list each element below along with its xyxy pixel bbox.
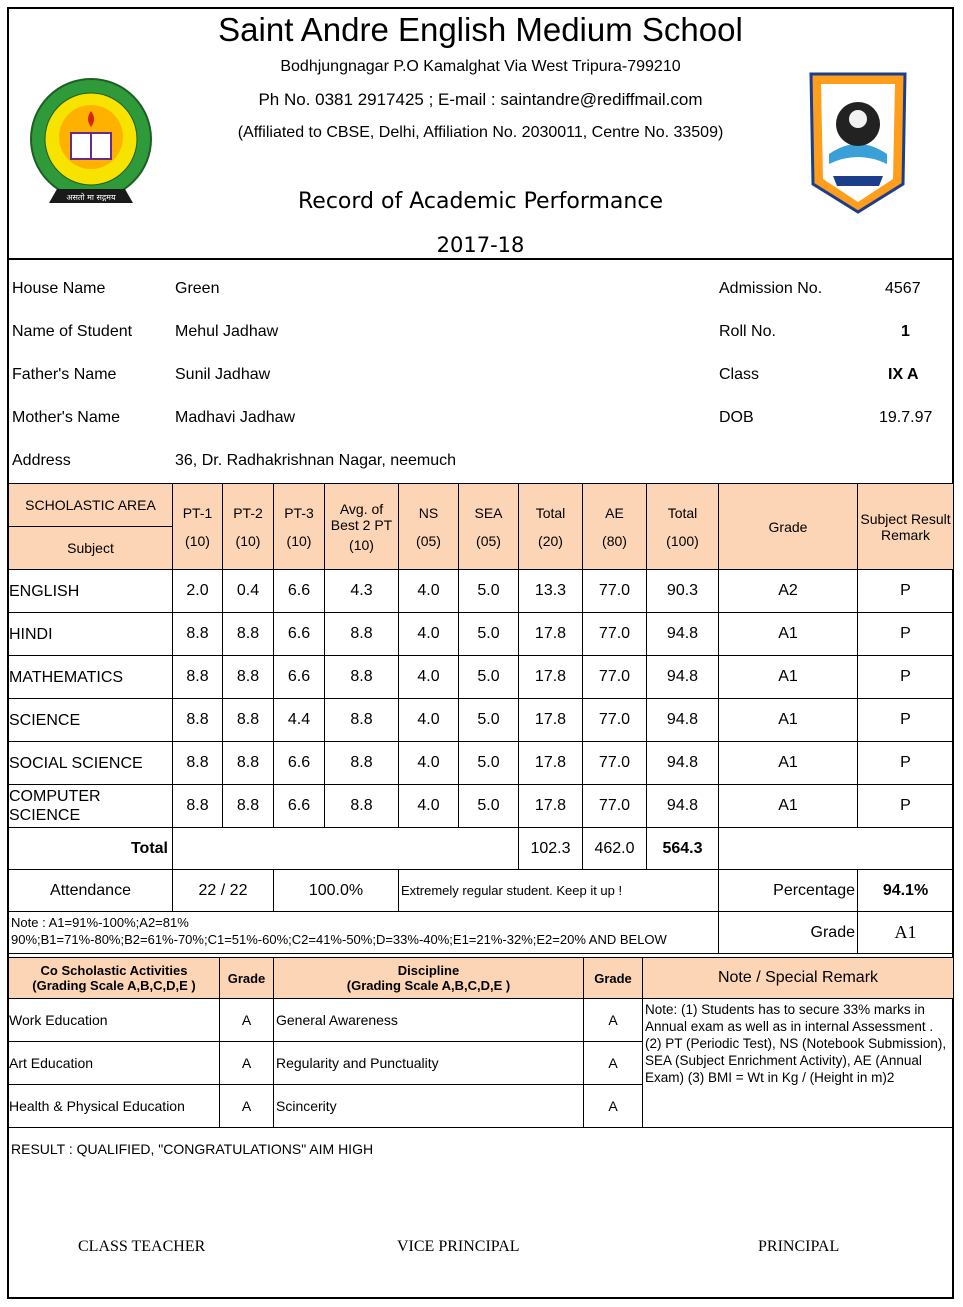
mark-ns: 4.0 xyxy=(399,656,459,699)
mark-pt3: 6.6 xyxy=(274,656,325,699)
mark-sea: 5.0 xyxy=(459,785,519,828)
col-header-remark: Subject Result Remark xyxy=(858,484,954,570)
school-contact: Ph No. 0381 2917425 ; E-mail : saintandre@rediffmail.com xyxy=(258,90,703,109)
discipline-grade: A xyxy=(584,999,643,1042)
discipline-grade-header: Grade xyxy=(584,958,643,999)
total-80-value: 462.0 xyxy=(583,828,647,870)
mark-ns: 4.0 xyxy=(399,742,459,785)
overall-grade-value: A1 xyxy=(858,912,954,954)
address-value: 36, Dr. Radhakrishnan Nagar, neemuch xyxy=(175,452,457,469)
col-header-ae: AE (80) xyxy=(583,484,647,570)
overall-grade-label: Grade xyxy=(719,912,858,954)
mark-ns: 4.0 xyxy=(399,699,459,742)
col-header-total100: Total (100) xyxy=(647,484,719,570)
roll-value: 1 xyxy=(901,323,910,340)
subject-grade: A1 xyxy=(719,699,858,742)
mark-pt2: 8.8 xyxy=(223,785,274,828)
mark-ns: 4.0 xyxy=(399,570,459,613)
class-teacher-signature: CLASS TEACHER xyxy=(78,1238,206,1255)
co-activity-name: Work Education xyxy=(9,999,220,1042)
mark-sea: 5.0 xyxy=(459,742,519,785)
discipline-name: Regularity and Punctuality xyxy=(274,1042,584,1085)
scholastic-table xyxy=(8,483,954,954)
father-name-label: Father's Name xyxy=(12,366,117,383)
roll-label: Roll No. xyxy=(719,323,776,340)
record-title: Record of Academic Performance xyxy=(298,189,663,214)
col-header-pt2: PT-2 (10) xyxy=(223,484,274,570)
mark-total100: 90.3 xyxy=(647,570,719,613)
mark-ae: 77.0 xyxy=(583,570,647,613)
co-scholastic-table xyxy=(8,957,954,1128)
percentage-value: 94.1% xyxy=(858,870,954,912)
mark-avg: 8.8 xyxy=(325,699,399,742)
header-divider xyxy=(9,258,952,260)
special-remark-note: Note: (1) Students has to secure 33% marks in Annual exam as well as in internal Assessment . (2) PT (Periodic Test), NS (Notebook Submission), SEA (Subject Enrichment Activity), AE (Annual Exam) (3) BMI = Wt in Kg / (Height in m)2 xyxy=(643,999,954,1128)
co-activity-name: Health & Physical Education xyxy=(9,1085,220,1128)
total-label: Total xyxy=(9,828,173,870)
col-header-avg: Avg. of Best 2 PT (10) xyxy=(325,484,399,570)
mark-sea: 5.0 xyxy=(459,613,519,656)
mark-ns: 4.0 xyxy=(399,613,459,656)
mark-avg: 8.8 xyxy=(325,613,399,656)
total-20-value: 102.3 xyxy=(519,828,583,870)
mark-pt3: 6.6 xyxy=(274,785,325,828)
school-address: Bodhjungnagar P.O Kamalghat Via West Tripura-799210 xyxy=(280,58,681,75)
mark-pt1: 8.8 xyxy=(173,699,223,742)
mark-ae: 77.0 xyxy=(583,699,647,742)
subject-name: ENGLISH xyxy=(9,570,173,613)
mark-total20: 17.8 xyxy=(519,785,583,828)
subject-name: SCIENCE xyxy=(9,699,173,742)
co-activity-grade: A xyxy=(220,999,274,1042)
mark-pt2: 8.8 xyxy=(223,613,274,656)
col-header-ns: NS (05) xyxy=(399,484,459,570)
subject-remark: P xyxy=(858,570,954,613)
mark-total100: 94.8 xyxy=(647,742,719,785)
mark-total20: 13.3 xyxy=(519,570,583,613)
subject-name: COMPUTER SCIENCE xyxy=(9,785,173,828)
discipline-header: Discipline (Grading Scale A,B,C,D,E ) xyxy=(274,958,584,999)
mark-total100: 94.8 xyxy=(647,656,719,699)
result-text: RESULT : QUALIFIED, "CONGRATULATIONS" AIM HIGH xyxy=(11,1141,374,1157)
subject-name: MATHEMATICS xyxy=(9,656,173,699)
mark-avg: 4.3 xyxy=(325,570,399,613)
col-header-total20: Total (20) xyxy=(519,484,583,570)
student-name-label: Name of Student xyxy=(12,323,133,340)
mark-avg: 8.8 xyxy=(325,742,399,785)
percentage-label: Percentage xyxy=(719,870,858,912)
admission-label: Admission No. xyxy=(719,280,823,297)
mark-pt2: 0.4 xyxy=(223,570,274,613)
mark-ae: 77.0 xyxy=(583,613,647,656)
subject-grade: A2 xyxy=(719,570,858,613)
discipline-name: Scincerity xyxy=(274,1085,584,1128)
total-blank xyxy=(173,828,519,870)
house-label: House Name xyxy=(12,280,106,297)
special-remark-header: Note / Special Remark xyxy=(643,958,954,999)
mark-ae: 77.0 xyxy=(583,742,647,785)
admission-value: 4567 xyxy=(885,280,921,297)
scholastic-area-header: SCHOLASTIC AREA xyxy=(9,484,173,527)
subject-row xyxy=(9,699,954,742)
mother-name-value: Madhavi Jadhaw xyxy=(175,409,296,426)
subject-grade: A1 xyxy=(719,656,858,699)
subject-remark: P xyxy=(858,613,954,656)
mark-pt1: 8.8 xyxy=(173,656,223,699)
co-activity-grade: A xyxy=(220,1042,274,1085)
attendance-comment: Extremely regular student. Keep it up ! xyxy=(399,870,719,912)
attendance-days: 22 / 22 xyxy=(173,870,274,912)
total-grade-blank xyxy=(719,828,954,870)
class-value: IX A xyxy=(888,366,919,383)
mark-pt1: 2.0 xyxy=(173,570,223,613)
dob-value: 19.7.97 xyxy=(879,409,933,426)
subject-row xyxy=(9,785,954,828)
school-name: Saint Andre English Medium School xyxy=(218,11,743,48)
col-header-pt3: PT-3 (10) xyxy=(274,484,325,570)
mark-sea: 5.0 xyxy=(459,699,519,742)
subject-row xyxy=(9,656,954,699)
discipline-grade: A xyxy=(584,1042,643,1085)
school-affiliation: (Affiliated to CBSE, Delhi, Affiliation No. 2030011, Centre No. 33509) xyxy=(237,124,724,141)
student-name-value: Mehul Jadhaw xyxy=(175,323,279,340)
attendance-percent: 100.0% xyxy=(274,870,399,912)
mark-total100: 94.8 xyxy=(647,613,719,656)
mark-pt1: 8.8 xyxy=(173,613,223,656)
vice-principal-signature: VICE PRINCIPAL xyxy=(397,1238,520,1255)
mark-pt1: 8.8 xyxy=(173,785,223,828)
col-header-pt1: PT-1 (10) xyxy=(173,484,223,570)
subject-name: HINDI xyxy=(9,613,173,656)
mark-pt3: 4.4 xyxy=(274,699,325,742)
attendance-label: Attendance xyxy=(9,870,173,912)
mark-avg: 8.8 xyxy=(325,785,399,828)
discipline-grade: A xyxy=(584,1085,643,1128)
dob-label: DOB xyxy=(719,409,754,426)
academic-year: 2017-18 xyxy=(436,233,525,257)
mark-ae: 77.0 xyxy=(583,656,647,699)
mark-pt3: 6.6 xyxy=(274,742,325,785)
cbse-motto: असतो मा सद्गमय xyxy=(66,193,116,202)
col-header-sea: SEA (05) xyxy=(459,484,519,570)
school-crest-logo xyxy=(799,64,917,216)
subject-remark: P xyxy=(858,742,954,785)
mark-pt1: 8.8 xyxy=(173,742,223,785)
report-card xyxy=(7,7,954,1299)
subject-remark: P xyxy=(858,699,954,742)
mark-ae: 77.0 xyxy=(583,785,647,828)
mark-total100: 94.8 xyxy=(647,785,719,828)
subject-grade: A1 xyxy=(719,742,858,785)
mark-pt3: 6.6 xyxy=(274,570,325,613)
subject-remark: P xyxy=(858,656,954,699)
subject-remark: P xyxy=(858,785,954,828)
co-activity-grade: A xyxy=(220,1085,274,1128)
mark-total20: 17.8 xyxy=(519,699,583,742)
house-value: Green xyxy=(175,280,220,297)
mark-total100: 94.8 xyxy=(647,699,719,742)
mark-pt2: 8.8 xyxy=(223,699,274,742)
mark-avg: 8.8 xyxy=(325,656,399,699)
co-grade-header: Grade xyxy=(220,958,274,999)
mother-name-label: Mother's Name xyxy=(12,409,120,426)
principal-signature: PRINCIPAL xyxy=(758,1238,840,1255)
mark-total20: 17.8 xyxy=(519,613,583,656)
subject-grade: A1 xyxy=(719,785,858,828)
mark-pt3: 6.6 xyxy=(274,613,325,656)
subject-row xyxy=(9,742,954,785)
discipline-name: General Awareness xyxy=(274,999,584,1042)
subject-row xyxy=(9,613,954,656)
mark-total20: 17.8 xyxy=(519,742,583,785)
class-label: Class xyxy=(719,366,760,383)
col-header-grade: Grade xyxy=(719,484,858,570)
mark-pt2: 8.8 xyxy=(223,656,274,699)
co-activity-name: Art Education xyxy=(9,1042,220,1085)
mark-pt2: 8.8 xyxy=(223,742,274,785)
grading-scale-note: Note : A1=91%-100%;A2=81% 90%;B1=71%-80%;B2=61%-70%;C1=51%-60%;C2=41%-50%;D=33%-40%;E1=21%-32%;E2=20% AND BELOW xyxy=(9,912,719,954)
subject-header: Subject xyxy=(9,527,173,570)
cbse-logo xyxy=(27,71,157,217)
mark-ns: 4.0 xyxy=(399,785,459,828)
father-name-value: Sunil Jadhaw xyxy=(175,366,271,383)
co-scholastic-header: Co Scholastic Activities (Grading Scale A,B,C,D,E ) xyxy=(9,958,220,999)
total-100-value: 564.3 xyxy=(647,828,719,870)
mark-sea: 5.0 xyxy=(459,656,519,699)
mark-sea: 5.0 xyxy=(459,570,519,613)
address-label: Address xyxy=(12,452,71,469)
subject-name: SOCIAL SCIENCE xyxy=(9,742,173,785)
mark-total20: 17.8 xyxy=(519,656,583,699)
subject-grade: A1 xyxy=(719,613,858,656)
subject-row xyxy=(9,570,954,613)
